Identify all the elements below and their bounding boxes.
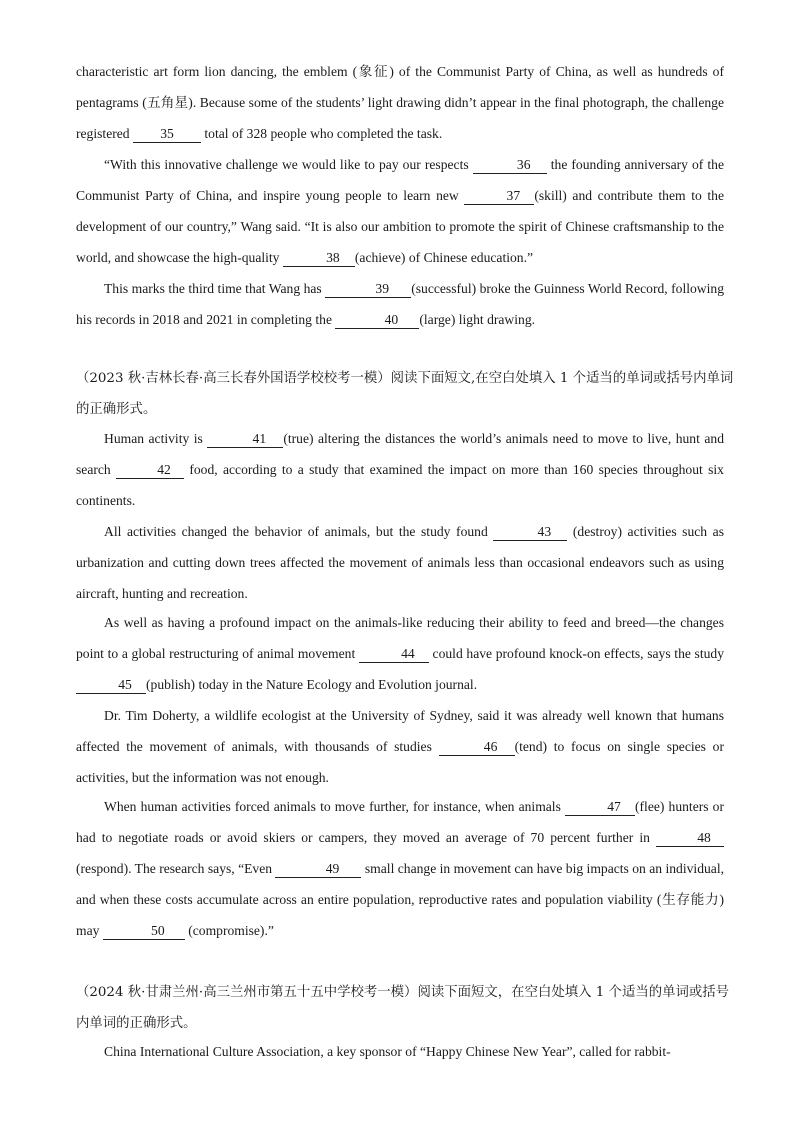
- paragraph-s1-2: [76, 149, 724, 273]
- blank-50[interactable]: 50: [103, 923, 185, 940]
- blank-37[interactable]: 37: [464, 188, 534, 205]
- text: (successful) broke the Guinness World Record, following his records in 2018 and 2021 in completing the: [76, 281, 724, 327]
- blank-47[interactable]: 47: [565, 799, 635, 816]
- text: All activities changed the behavior of animals, but the study found: [104, 524, 494, 539]
- section-header-2023: （2023 秋·吉林长春·高三长春外国语学校校考一模）阅读下面短文,在空白处填入 1 个适当的单词或括号内单词的正确形式。: [76, 371, 734, 417]
- blank-46[interactable]: 46: [439, 739, 515, 756]
- blank-35[interactable]: 35: [133, 126, 201, 143]
- text: Human activity is: [104, 431, 208, 446]
- blank-43[interactable]: 43: [493, 524, 567, 541]
- text: This marks the third time that Wang has: [104, 281, 326, 296]
- text: Dr. Tim Doherty, a wildlife ecologist at the University of Sydney, said it was already well known that humans affected the movement of animals, with thousands of studies: [76, 708, 724, 754]
- text: (achieve) of Chinese education.”: [354, 250, 534, 265]
- paragraph-s1-1: [76, 56, 724, 149]
- blank-42[interactable]: 42: [116, 462, 184, 479]
- blank-36[interactable]: 36: [473, 157, 547, 174]
- paragraph-s3-1: China International Culture Association, a key sponsor of “Happy Chinese New Year”, called for rabbit-: [104, 1044, 671, 1059]
- section-header-2024: （2024 秋·甘肃兰州·高三兰州市第五十五中学校考一模）阅读下面短文，在空白处填入 1 个适当的单词或括号内单词的正确形式。: [76, 985, 730, 1031]
- text: “With this innovative challenge we would like to pay our respects: [104, 157, 473, 172]
- blank-40[interactable]: 40: [335, 312, 419, 329]
- paragraph-s2-4: [76, 700, 724, 793]
- blank-39[interactable]: 39: [325, 281, 411, 298]
- text: small change in movement can have big impacts on an individual, and when these costs accumulate across an entire population, reproductive rates and population viability (生存能力) may: [76, 861, 725, 938]
- text: characteristic art form lion dancing, the emblem (象征) of the Communist Party of China, as well as hundreds of pentagrams (五角星). Because some of the students’ light drawing didn’t appear in the final photograph, the challenge registered: [76, 64, 724, 141]
- blank-41[interactable]: 41: [207, 431, 283, 448]
- paragraph-s2-2: [76, 516, 724, 609]
- paragraph-s1-3: [76, 273, 724, 335]
- text: food, according to a study that examined the impact on more than 160 species throughout six continents.: [76, 462, 724, 508]
- blank-45[interactable]: 45: [76, 677, 146, 694]
- text: (flee) hunters or had to negotiate roads or avoid skiers or campers, they moved an average of 70 percent further in: [76, 799, 724, 845]
- text: (compromise).”: [184, 923, 274, 938]
- blank-38[interactable]: 38: [283, 250, 355, 267]
- blank-48[interactable]: 48: [656, 830, 724, 847]
- text: When human activities forced animals to move further, for instance, when animals: [104, 799, 565, 814]
- text: As well as having a profound impact on the animals-like reducing their ability to feed and breed—the changes point to a global restructuring of animal movement: [76, 615, 724, 661]
- text: could have profound knock-on effects, says the study: [428, 646, 725, 661]
- paragraph-s2-3: [76, 607, 724, 700]
- text: (publish) today in the Nature Ecology and Evolution journal.: [146, 677, 478, 692]
- paragraph-s2-1: [76, 423, 724, 516]
- text: total of 328 people who completed the task.: [201, 126, 443, 141]
- paragraph-s2-5: [76, 791, 724, 946]
- blank-49[interactable]: 49: [275, 861, 361, 878]
- text: (destroy) activities such as urbanization and cutting down trees affected the movement of animals less than occasional endeavors such as using aircraft, hunting and recreation.: [76, 524, 724, 601]
- text: (large) light drawing.: [419, 312, 536, 327]
- blank-44[interactable]: 44: [359, 646, 429, 663]
- text: (respond). The research says, “Even: [76, 861, 276, 876]
- text: the founding anniversary of the Communist Party of China, and inspire young people to learn new: [76, 157, 724, 203]
- text: (true) altering the distances the world’s animals need to move to live, hunt and search: [76, 431, 724, 477]
- text: (skill) and contribute them to the development of our country,” Wang said. “It is also our ambition to promote the spirit of Chinese craftsmanship to the world, and showcase the high-quality: [76, 188, 724, 265]
- text: (tend) to focus on single species or activities, but the information was not enough.: [76, 739, 724, 785]
